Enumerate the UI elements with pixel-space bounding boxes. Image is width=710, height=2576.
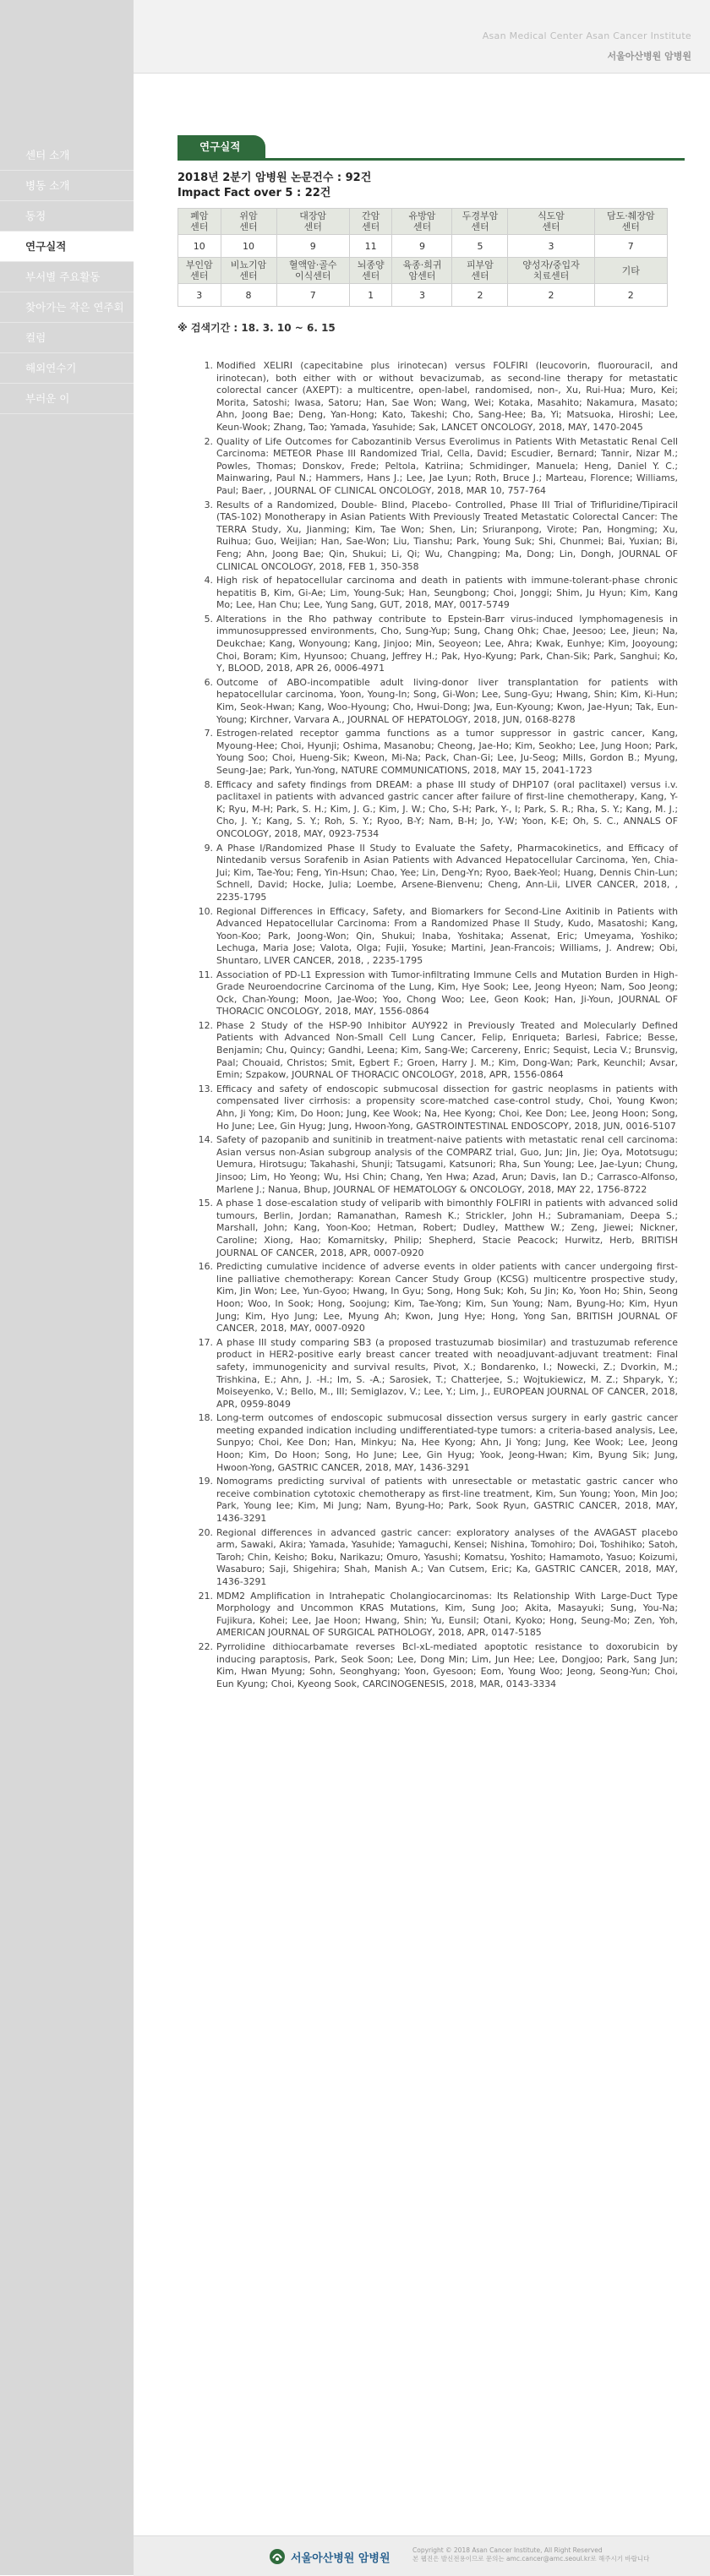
- paper-citation: Pyrrolidine dithiocarbamate reverses Bcl-xL-mediated apoptotic resistance to doxorubicin by inducing paraptosis, Park, Seok Soon; Lee, Dong Min; Lim, Jun Hee; Lee, Dongjoo; Park, Sang Jun; Kim, Hwan Myung; Sohn, Seonghyang; Yoon, Gyesoon; Eom, Young Woo; Jeong, Seong-Yun; Choi, Eun Kyung; Choi, Kyeong Sook, CARCINOGENESIS, 2018, MAR, 0143-3334: [216, 1640, 678, 1689]
- paper-list-item: [196, 1134, 678, 1196]
- paper-citation: Efficacy and safety findings from DREAM: a phase III study of DHP107 (oral paclitaxel) versus i.v. paclitaxel in patients with advanced gastric cancer after failure of first-line chemotherapy, Kang, Y-K; Ryu, M-H; Park, S. H.; Kim, J. G.; Kim, J. W.; Cho, S-H; Park, Y-, I; Park, S. R.; Rha, S. Y.; Kang, M. J.; Cho, J. Y.; Kang, S. Y.; Roh, S. Y.; Ryoo, B-Y; Nam, B-H; Jo, Y-W; Yoon, K-E; Oh, S. C., ANNALS OF ONCOLOGY, 2018, MAY, 0923-7534: [216, 778, 678, 839]
- center-name-cell: 육종·희귀 암센터: [392, 258, 452, 284]
- paper-list-item: [196, 1198, 678, 1259]
- center-name-cell: 부인암 센터: [178, 258, 221, 284]
- paper-number: 2.: [204, 435, 213, 447]
- paper-number: 4.: [204, 575, 213, 587]
- paper-list-item: [196, 436, 678, 498]
- paper-count-cell: 10: [221, 235, 276, 258]
- sidebar-item[interactable]: 찾아가는 작은 연주회: [0, 292, 134, 323]
- paper-count-cell: 5: [452, 235, 508, 258]
- paper-count-cell: 3: [178, 284, 221, 307]
- paper-number: 3.: [204, 499, 213, 510]
- paper-number: 7.: [204, 728, 213, 740]
- paper-list-item: [196, 1020, 678, 1082]
- main-content: [178, 135, 685, 1692]
- paper-number: 18.: [198, 1412, 213, 1424]
- paper-citation: MDM2 Amplification in Intrahepatic Cholangiocarcinomas: Its Relationship With Large-Duct Type Morphology and Uncommon KRAS Mutations, Kim, Sung Joo; Akita, Masayuki; Sung, You-Na; Fujikura, Kohei; Lee, Jae Hoon; Hwang, Shin; Yu, Eunsil; Otani, Kyoko; Hong, Seung-Mo; Zen, Yoh, AMERICAN JOURNAL OF SURGICAL PATHOLOGY, 2018, APR, 0147-5185: [216, 1590, 678, 1639]
- paper-number: 13.: [198, 1083, 213, 1094]
- paper-list-item: [196, 360, 678, 434]
- paper-number: 19.: [198, 1476, 213, 1487]
- sidebar-item[interactable]: 동정: [0, 201, 134, 232]
- paper-list-item: [196, 1641, 678, 1690]
- stats-value-row: [178, 284, 668, 307]
- sidebar: [0, 0, 134, 2575]
- paper-citation: A phase III study comparing SB3 (a proposed trastuzumab biosimilar) and trastuzumab reference product in HER2-positive early breast cancer treated with neoadjuvant-adjuvant treatment: Final safety, immunogenicity and survival results, Pivot, X.; Bondarenko, I.; Nowecki, Z.; Dvorkin, M.; Trishkina, E.; Ahn, J. -H.; Im, S. -A.; Sarosiek, T.; Chatterjee, S.; Wojtukiewicz, M. Z.; Shparyk, Y.; Moiseyenko, V.; Bello, M., III; Semiglazov, V.; Lee, Y.; Lim, J., EUROPEAN JOURNAL OF CANCER, 2018, APR, 0959-8049: [216, 1336, 678, 1410]
- paper-number: 8.: [204, 778, 213, 790]
- paper-citation: A phase 1 dose-escalation study of veliparib with bimonthly FOLFIRI in patients with advanced solid tumours, Berlin, Jordan; Ramanathan, Ramesh K.; Strickler, John H.; Subramaniam, Deepa S.; Marshall, John; Kang, Yoon-Koo; Hetman, Robert; Dudley, Matthew W.; Zeng, Jiewei; Nickner, Caroline; Xiong, Hao; Komarnitsky, Philip; Shepherd, Stacie Peacock; Hurwitz, Herb, BRITISH JOURNAL OF CANCER, 2018, APR, 0007-0920: [216, 1198, 678, 1258]
- center-name-cell: 비뇨기암 센터: [221, 258, 276, 284]
- paper-number: 16.: [198, 1261, 213, 1273]
- center-name-cell: 기타: [594, 258, 667, 284]
- paper-citation: Estrogen-related receptor gamma functions as a tumor suppressor in gastric cancer, Kang, Myoung-Hee; Choi, Hyunji; Oshima, Masanobu; Cheong, Jae-Ho; Kim, Seokho; Lee, Jung Hoon; Park, Young Soo; Choi, Hueng-Sik; Kweon, Mi-Na; Pack, Chan-Gi; Lee, Ju-Seog; Mills, Gordon B.; Myung, Seung-Jae; Park, Yun-Yong, NATURE COMMUNICATIONS, 2018, MAY 15, 2041-1723: [216, 728, 678, 776]
- paper-number: 22.: [198, 1640, 213, 1652]
- paper-count-cell: 2: [508, 284, 594, 307]
- paper-list-item: [196, 1476, 678, 1525]
- paper-count-cell: 9: [392, 235, 452, 258]
- sidebar-item[interactable]: 컬럼: [0, 323, 134, 353]
- center-name-cell: 대장암 센터: [276, 209, 349, 235]
- paper-count-cell: 3: [508, 235, 594, 258]
- paper-list: [196, 360, 685, 1690]
- paper-number: 1.: [204, 360, 213, 371]
- paper-citation: Long-term outcomes of endoscopic submucosal dissection versus surgery in early gastric cancer meeting expanded indication including undifferentiated-type tumors: a criteria-based analysis, Lee, Sunpyo; Choi, Kee Don; Han, Minkyu; Na, Hee Kyong; Ahn, Ji Yong; Jung, Kee Wook; Lee, Jeong Hoon; Kim, Do Hoon; Song, Ho June; Lee, Gin Hyug; Yook, Jeong-Hwan; Kim, Byung Sik; Jung, Hwoon-Yong, GASTRIC CANCER, 2018, MAY, 1436-3291: [216, 1412, 678, 1473]
- paper-list-item: [196, 1412, 678, 1474]
- sidebar-item[interactable]: 부러운 이: [0, 384, 134, 414]
- paper-list-item: [196, 1591, 678, 1640]
- sidebar-item[interactable]: 연구실적: [0, 232, 134, 262]
- paper-number: 14.: [198, 1134, 213, 1146]
- sidebar-item[interactable]: 병동 소개: [0, 171, 134, 201]
- paper-citation: Modified XELIRI (capecitabine plus irinotecan) versus FOLFIRI (leucovorin, fluorouracil, and irinotecan), both either with or without bevacizumab, as second-line therapy for metastatic colorectal cancer (AXEPT): a multicentre, open-label, randomised, non-, Xu, Rui-Hua; Muro, Kei; Morita, Satoshi; Iwasa, Satoru; Han, Sae Won; Wang, Wei; Kotaka, Masahito; Nakamura, Masato; Ahn, Joong Bae; Deng, Yan-Hong; Kato, Takeshi; Cho, Sang-Hee; Ba, Yi; Matsuoka, Hiroshi; Lee, Keun-Wook; Zhang, Tao; Yamada, Yasuhide; Sak, LANCET ONCOLOGY, 2018, MAY, 1470-2045: [216, 360, 678, 433]
- paper-count-cell: 9: [276, 235, 349, 258]
- stats-value-row: [178, 235, 668, 258]
- paper-list-item: [196, 779, 678, 841]
- center-name-cell: 혈액암·골수 이식센터: [276, 258, 349, 284]
- paper-list-item: [196, 499, 678, 574]
- section-divider: [178, 158, 685, 161]
- paper-number: 15.: [198, 1198, 213, 1209]
- stats-header-row: [178, 209, 668, 235]
- institution-name-en: Asan Medical Center Asan Cancer Institute: [482, 30, 691, 41]
- center-name-cell: 식도암 센터: [508, 209, 594, 235]
- paper-number: 20.: [198, 1526, 213, 1538]
- paper-number: 10.: [198, 905, 213, 917]
- center-name-cell: 담도·췌장암 센터: [594, 209, 667, 235]
- paper-citation: Alterations in the Rho pathway contribute to Epstein-Barr virus-induced lymphomagenesis in immunosuppressed environments, Cho, Sung-Yup; Sung, Chang Ohk; Chae, Jeesoo; Lee, Jieun; Na, Deukchae; Kang, Wonyoung; Kang, Jinjoo; Min, Seoyeon; Lee, Ahra; Kwak, Eunhye; Kim, Jooyoung; Choi, Boram; Kim, Hyunsoo; Chuang, Jeffrey H.; Pak, Hyo-Kyung; Park, Chan-Sik; Park, Sanghui; Ko, Y, BLOOD, 2018, APR 26, 0006-4971: [216, 613, 678, 674]
- footer-copyright: [412, 2546, 666, 2563]
- paper-count-cell: 7: [276, 284, 349, 307]
- paper-number: 9.: [204, 842, 213, 854]
- paper-count-headline: 2018년 2분기 암병원 논문건수 : 92건: [178, 172, 372, 184]
- paper-list-item: [196, 575, 678, 612]
- sidebar-item[interactable]: 센터 소개: [0, 140, 134, 171]
- paper-count-cell: 7: [594, 235, 667, 258]
- paper-number: 5.: [204, 613, 213, 625]
- center-stats-table: [178, 208, 668, 307]
- paper-count-cell: 1: [349, 284, 392, 307]
- center-name-cell: 피부암 센터: [452, 258, 508, 284]
- hospital-logo-icon: [269, 2548, 286, 2565]
- paper-citation: A Phase I/Randomized Phase II Study to Evaluate the Safety, Pharmacokinetics, and Efficacy of Nintedanib versus Sorafenib in Asian Patients with Advanced Hepatocellular Carcinoma, Yen, Chia-Jui; Kim, Tae-You; Feng, Yin-Hsun; Chao, Yee; Lin, Deng-Yn; Ryoo, Baek-Yeol; Huang, Dennis Chin-Lun; Schnell, David; Hocke, Julia; Loembe, Arsene-Bienvenu; Cheng, Ann-Lii, LIVER CANCER, 2018, , 2235-1795: [216, 842, 678, 903]
- paper-list-item: [196, 969, 678, 1018]
- sidebar-item[interactable]: 부서별 주요활동: [0, 262, 134, 292]
- paper-citation: High risk of hepatocellular carcinoma and death in patients with immune-tolerant-phase chronic hepatitis B, Kim, Gi-Ae; Lim, Young-Suk; Han, Seungbong; Choi, Jonggi; Shim, Ju Hyun; Kim, Kang Mo; Lee, Han Chu; Lee, Yung Sang, GUT, 2018, MAY, 0017-5749: [216, 575, 678, 611]
- top-header: [134, 0, 710, 74]
- paper-count-cell: 3: [392, 284, 452, 307]
- paper-citation: Regional differences in advanced gastric cancer: exploratory analyses of the AVAGAST placebo arm, Sawaki, Akira; Yamada, Yasuhide; Yamaguchi, Kensei; Nishina, Tomohiro; Doi, Toshihiko; Satoh, Taroh; Chin, Keisho; Boku, Narikazu; Omuro, Yasushi; Komatsu, Yoshito; Hamamoto, Yasuo; Koizumi, Wasaburo; Saji, Shigehira; Shah, Manish A.; Van Cutsem, Eric; Ka, GASTRIC CANCER, 2018, MAY, 1436-3291: [216, 1526, 678, 1587]
- paper-citation: Regional Differences in Efficacy, Safety, and Biomarkers for Second-Line Axitinib in Patients with Advanced Hepatocellular Carcinoma: From a Randomized Phase II Study, Kudo, Masatoshi; Kang, Yoon-Koo; Park, Joong-Won; Qin, Shukui; Inaba, Yoshitaka; Assenat, Eric; Umeyama, Yoshiko; Lechuga, Maria Jose; Valota, Olga; Fujii, Yosuke; Martini, Jean-Francois; Williams, J. Andrew; Obi, Shuntaro, LIVER CANCER, 2018, , 2235-1795: [216, 905, 678, 966]
- paper-citation: Phase 2 Study of the HSP-90 Inhibitor AUY922 in Previously Treated and Molecularly Defined Patients with Advanced Non-Small Cell Lung Cancer, Felip, Enriqueta; Barlesi, Fabrice; Besse, Benjamin; Chu, Quincy; Gandhi, Leena; Kim, Sang-We; Carcereny, Enric; Sequist, Lecia V.; Brunsvig, Paal; Chouaid, Christos; Smit, Egbert F.; Groen, Harry J. M.; Kim, Dong-Wan; Park, Keunchil; Avsar, Emin; Szpakow, JOURNAL OF THORACIC ONCOLOGY, 2018, APR, 1556-0864: [216, 1019, 678, 1081]
- paper-citation: Efficacy and safety of endoscopic submucosal dissection for gastric neoplasms in patients with compensated liver cirrhosis: a propensity score-matched case-control study, Choi, Young Kwon; Ahn, Ji Yong; Kim, Do Hoon; Jung, Kee Wook; Na, Hee Kyong; Choi, Kee Don; Lee, Jeong Hoon; Song, Ho June; Lee, Gin Hyug; Jung, Hwoon-Yong, GASTROINTESTINAL ENDOSCOPY, 2018, JUN, 0016-5107: [216, 1083, 678, 1132]
- paper-number: 11.: [198, 969, 213, 980]
- paper-number: 21.: [198, 1590, 213, 1602]
- copyright-notice: 본 웹진은 발신전용이므로 문의는 amc.cancer@amc.seoul.kr로 해주시기 바랍니다: [412, 2555, 650, 2562]
- paper-number: 12.: [198, 1019, 213, 1031]
- center-name-cell: 유방암 센터: [392, 209, 452, 235]
- paper-list-item: [196, 677, 678, 726]
- impact-factor-headline: Impact Fact over 5 : 22건: [178, 187, 331, 199]
- paper-citation: Predicting cumulative incidence of adverse events in older patients with cancer undergoing first-line palliative chemotherapy: Korean Cancer Study Group (KCSG) multicentre prospective study, Kim, Jin Won; Lee, Yun-Gyoo; Hwang, In Gyu; Song, Hong Suk; Koh, Su Jin; Ko, Yoon Ho; Shin, Seong Hoon; Woo, In Sook; Hong, Soojung; Kim, Tae-Yong; Kim, Sun Young; Nam, Byung-Ho; Kim, Hyun Jung; Kim, Hyo Jung; Lee, Myung Ah; Kwon, Jung Hye; Hong, Yong San, BRITISH JOURNAL OF CANCER, 2018, MAY, 0007-0920: [216, 1261, 678, 1334]
- paper-list-item: [196, 1337, 678, 1411]
- section-tab: 연구실적: [178, 135, 265, 158]
- paper-list-item: [196, 614, 678, 675]
- paper-number: 17.: [198, 1336, 213, 1348]
- center-name-cell: 폐암 센터: [178, 209, 221, 235]
- search-period: ※ 검색기간 : 18. 3. 10 ~ 6. 15: [178, 322, 336, 334]
- copyright-line: Copyright © 2018 Asan Cancer Institute, All Right Reserved: [412, 2546, 603, 2554]
- sidebar-item[interactable]: 해외연수기: [0, 353, 134, 384]
- paper-list-item: [196, 906, 678, 968]
- center-name-cell: 두경부암 센터: [452, 209, 508, 235]
- paper-count-cell: 2: [452, 284, 508, 307]
- paper-citation: Outcome of ABO-incompatible adult living-donor liver transplantation for patients with hepatocellular carcinoma, Yoon, Young-In; Song, Gi-Won; Lee, Sung-Gyu; Hwang, Shin; Kim, Ki-Hun; Kim, Seok-Hwan; Kang, Woo-Hyoung; Cho, Hwui-Dong; Jwa, Eun-Kyoung; Kwon, Jae-Hyun; Tak, Eun-Young; Kirchner, Varvara A., JOURNAL OF HEPATOLOGY, 2018, JUN, 0168-8278: [216, 676, 678, 725]
- paper-count-cell: 11: [349, 235, 392, 258]
- paper-list-item: [196, 1261, 678, 1335]
- paper-citation: Safety of pazopanib and sunitinib in treatment-naive patients with metastatic renal cell carcinoma: Asian versus non-Asian subgroup analysis of the COMPARZ trial, Guo, Jun; Jin, Jie; Oya, Mototsugu; Uemura, Hirotsugu; Takahashi, Shunji; Tatsugami, Katsunori; Rha, Sun Young; Lee, Jae-Lyun; Chung, Jinsoo; Lim, Ho Yeong; Wu, Hsi Chin; Chang, Yen Hwa; Azad, Arun; Davis, Ian D.; Carrasco-Alfonso, Marlene J.; Nanua, Bhup, JOURNAL OF HEMATOLOGY & ONCOLOGY, 2018, MAY 22, 1756-8722: [216, 1134, 678, 1195]
- footer: [134, 2535, 710, 2576]
- paper-citation: Association of PD-L1 Expression with Tumor-infiltrating Immune Cells and Mutation Burden in High-Grade Neuroendocrine Carcinoma of the Lung, Kim, Hye Sook; Lee, Jeong Hyeon; Nam, Soo Jeong; Ock, Chan-Young; Moon, Jae-Woo; Yoo, Chong Woo; Lee, Geon Kook; Han, Ji-Youn, JOURNAL OF THORACIC ONCOLOGY, 2018, MAY, 1556-0864: [216, 969, 678, 1018]
- center-name-cell: 위암 센터: [221, 209, 276, 235]
- paper-list-item: [196, 1527, 678, 1589]
- paper-citation: Results of a Randomized, Double- Blind, Placebo- Controlled, Phase III Trial of Trifluridine/Tipiracil (TAS-102) Monotherapy in Asian Patients With Previously Treated Metastatic Colorectal Cancer: The TERRA Study, Xu, Jianming; Kim, Tae Won; Shen, Lin; Sriuranpong, Virote; Pan, Hongming; Xu, Ruihua; Guo, Weijian; Han, Sae-Won; Liu, Tianshu; Park, Young Suk; Shi, Chunmei; Bai, Yuxian; Bi, Feng; Ahn, Joong Bae; Qin, Shukui; Li, Qi; Wu, Changping; Ma, Dong; Lin, Dongh, JOURNAL OF CLINICAL ONCOLOGY, 2018, FEB 1, 350-358: [216, 499, 678, 572]
- center-name-cell: 뇌종양 센터: [349, 258, 392, 284]
- paper-count-cell: 2: [594, 284, 667, 307]
- stats-header-row: [178, 258, 668, 284]
- sidebar-nav: [0, 140, 134, 414]
- paper-count-cell: 10: [178, 235, 221, 258]
- paper-list-item: [196, 843, 678, 904]
- paper-number: 6.: [204, 676, 213, 688]
- paper-list-item: [196, 1083, 678, 1132]
- footer-logo-text: 서울아산병원 암병원: [291, 2552, 390, 2565]
- paper-citation: Nomograms predicting survival of patients with unresectable or metastatic gastric cancer who receive combination cytotoxic chemotherapy as first-line treatment, Kim, Sun Young; Yoon, Min Joo; Park, Young Iee; Kim, Mi Jung; Nam, Byung-Ho; Park, Sook Ryun, GASTRIC CANCER, 2018, MAY, 1436-3291: [216, 1476, 678, 1525]
- paper-citation: Quality of Life Outcomes for Cabozantinib Versus Everolimus in Patients With Metastatic Renal Cell Carcinoma: METEOR Phase III Randomized Trial, Cella, David; Escudier, Bernard; Tannir, Nizar M.; Powles, Thomas; Donskov, Frede; Peltola, Katriina; Schmidinger, Manuela; Heng, Daniel Y. C.; Mainwaring, Paul N.; Hammers, Hans J.; Lee, Jae Lyun; Roth, Bruce J.; Marteau, Florence; Williams, Paul; Baer, , JOURNAL OF CLINICAL ONCOLOGY, 2018, MAR 10, 757-764: [216, 435, 678, 496]
- paper-count-cell: 8: [221, 284, 276, 307]
- center-name-cell: 간암 센터: [349, 209, 392, 235]
- center-name-cell: 양성자/중입자 치료센터: [508, 258, 594, 284]
- paper-list-item: [196, 728, 678, 777]
- institution-name-ko: 서울아산병원 암병원: [607, 51, 691, 62]
